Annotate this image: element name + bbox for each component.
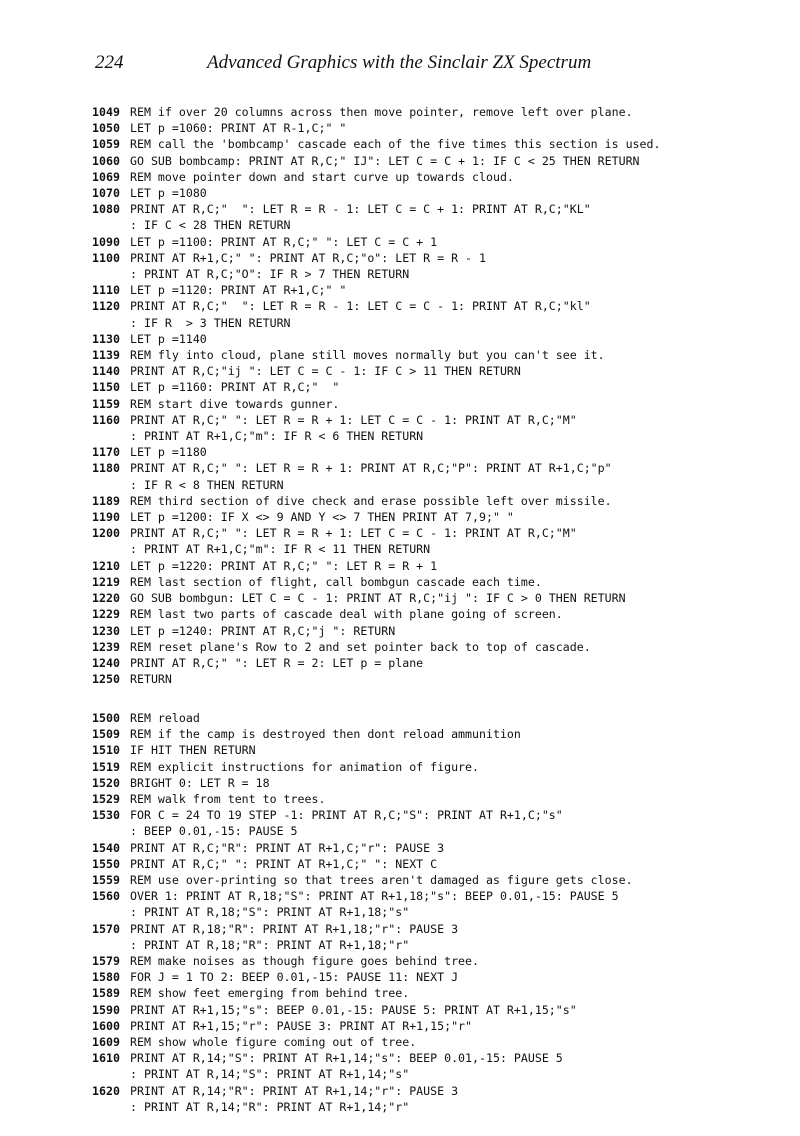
code-line: [92, 298, 792, 314]
line-code: PRINT AT R,14;"S": PRINT AT R+1,14;"s": BEEP 0.01,-15: PAUSE 5: [130, 1051, 563, 1066]
line-number: 1609: [92, 1035, 120, 1050]
line-code: LET p =1200: IF X <> 9 AND Y <> 7 THEN PRINT AT 7,9;" ": [130, 510, 514, 525]
line-code: REM show feet emerging from behind tree.: [130, 986, 410, 1001]
line-code: GO SUB bombcamp: PRINT AT R,C;" IJ": LET C = C + 1: IF C < 25 THEN RETURN: [130, 153, 640, 168]
line-number: 1159: [92, 396, 120, 411]
line-code: REM call the 'bombcamp' cascade each of the five times this section is used.: [130, 137, 661, 152]
line-code: OVER 1: PRINT AT R,18;"S": PRINT AT R+1,18;"s": BEEP 0.01,-15: PAUSE 5: [130, 889, 619, 904]
code-line: [92, 775, 792, 791]
line-code: PRINT AT R,C;" ": PRINT AT R+1,C;" ": NEXT C: [130, 856, 438, 871]
line-number: 1520: [92, 775, 120, 790]
line-number: 1610: [92, 1051, 120, 1066]
line-number: 1139: [92, 348, 120, 363]
code-line: [92, 937, 792, 953]
line-code: PRINT AT R+1,15;"s": BEEP 0.01,-15: PAUSE 5: PRINT AT R+1,15;"s": [130, 1002, 577, 1017]
line-number: [92, 477, 130, 493]
line-number: 1509: [92, 727, 120, 742]
code-line: [92, 136, 792, 152]
code-line: [92, 1099, 792, 1115]
line-code: REM if over 20 columns across then move pointer, remove left over plane.: [130, 105, 633, 119]
code-line: [92, 104, 792, 120]
line-code: FOR C = 24 TO 19 STEP -1: PRINT AT R,C;"S": PRINT AT R+1,C;"s": [130, 808, 563, 823]
line-number: 1130: [92, 331, 120, 346]
line-code: PRINT AT R,14;"R": PRINT AT R+1,14;"r": PAUSE 3: [130, 1083, 459, 1098]
line-number: 1070: [92, 186, 120, 201]
line-number: 1530: [92, 808, 120, 823]
line-code: FOR J = 1 TO 2: BEEP 0.01,-15: PAUSE 11: NEXT J: [130, 970, 459, 985]
line-number: 1229: [92, 607, 120, 622]
code-line: [92, 742, 792, 758]
code-line: [92, 266, 792, 282]
code-line: [92, 363, 792, 379]
code-listing-2: [92, 710, 792, 1115]
line-number: 1080: [92, 202, 120, 217]
line-code: RETURN: [130, 672, 172, 687]
line-code: LET p =1180: [130, 445, 207, 460]
code-line: [92, 315, 792, 331]
line-number: 1250: [92, 672, 120, 687]
code-line: [92, 671, 792, 687]
line-code: LET p =1160: PRINT AT R,C;" ": [130, 380, 340, 395]
line-number: [92, 428, 130, 444]
code-line: [92, 347, 792, 363]
line-code: PRINT AT R,C;" ": LET R = R + 1: LET C = C - 1: PRINT AT R,C;"M": [130, 412, 577, 427]
code-line: [92, 1034, 792, 1050]
code-line: [92, 201, 792, 217]
code-line: [92, 953, 792, 969]
line-number: [92, 1099, 130, 1115]
code-line: [92, 1066, 792, 1082]
line-code: PRINT AT R,C;" ": LET R = R + 1: PRINT AT R,C;"P": PRINT AT R+1,C;"p": [130, 461, 612, 476]
line-number: 1189: [92, 493, 120, 508]
line-number: 1580: [92, 970, 120, 985]
code-line: [92, 606, 792, 622]
line-code: REM explicit instructions for animation of figure.: [130, 759, 480, 774]
line-code: REM reload: [130, 711, 200, 725]
code-line: [92, 1050, 792, 1066]
line-number: 1100: [92, 250, 120, 265]
line-code: REM fly into cloud, plane still moves normally but you can't see it.: [130, 348, 605, 363]
line-number: 1200: [92, 526, 120, 541]
page-number: 224: [95, 52, 124, 73]
code-line: [92, 1083, 792, 1099]
line-code: : BEEP 0.01,-15: PAUSE 5: [130, 824, 298, 839]
line-code: : PRINT AT R,C;"O": IF R > 7 THEN RETURN: [130, 267, 410, 282]
line-code: REM walk from tent to trees.: [130, 792, 326, 807]
line-number: 1180: [92, 461, 120, 476]
code-line: [92, 759, 792, 775]
line-code: LET p =1240: PRINT AT R,C;"j ": RETURN: [130, 623, 396, 638]
code-line: [92, 217, 792, 233]
line-number: 1150: [92, 380, 120, 395]
line-code: : IF R < 8 THEN RETURN: [130, 477, 284, 492]
line-code: BRIGHT 0: LET R = 18: [130, 775, 270, 790]
line-number: 1090: [92, 234, 120, 249]
line-code: REM start dive towards gunner.: [130, 396, 340, 411]
line-code: LET p =1120: PRINT AT R+1,C;" ": [130, 283, 347, 298]
line-code: : IF R > 3 THEN RETURN: [130, 315, 291, 330]
line-number: 1620: [92, 1083, 120, 1098]
line-number: [92, 904, 130, 920]
line-number: 1240: [92, 655, 120, 670]
code-line: [92, 185, 792, 201]
code-line: [92, 331, 792, 347]
line-code: REM third section of dive check and erase possible left over missile.: [130, 493, 612, 508]
code-line: [92, 412, 792, 428]
code-line: [92, 888, 792, 904]
code-line: [92, 1002, 792, 1018]
line-code: LET p =1060: PRINT AT R-1,C;" ": [130, 121, 347, 136]
line-number: 1050: [92, 121, 120, 136]
line-number: 1049: [92, 105, 120, 119]
line-code: LET p =1140: [130, 331, 207, 346]
code-line: [92, 493, 792, 509]
line-code: PRINT AT R,C;" ": LET R = R - 1: LET C = C + 1: PRINT AT R,C;"KL": [130, 202, 591, 217]
code-line: [92, 904, 792, 920]
line-code: REM if the camp is destroyed then dont reload ammunition: [130, 727, 521, 742]
line-code: : PRINT AT R,14;"R": PRINT AT R+1,14;"r": [130, 1099, 410, 1114]
code-line: [92, 282, 792, 298]
code-line: [92, 655, 792, 671]
book-title: Advanced Graphics with the Sinclair ZX Spectrum: [207, 52, 592, 73]
line-number: 1059: [92, 137, 120, 152]
line-number: 1120: [92, 299, 120, 314]
code-line: [92, 509, 792, 525]
line-number: 1519: [92, 759, 120, 774]
line-number: 1110: [92, 283, 120, 298]
line-code: PRINT AT R,18;"R": PRINT AT R+1,18;"r": PAUSE 3: [130, 921, 459, 936]
line-number: 1510: [92, 743, 120, 758]
line-number: 1500: [92, 711, 120, 725]
line-code: PRINT AT R+1,15;"r": PAUSE 3: PRINT AT R+1,15;"r": [130, 1018, 473, 1033]
line-number: 1540: [92, 840, 120, 855]
code-line: [92, 807, 792, 823]
line-number: 1170: [92, 445, 120, 460]
code-line: [92, 477, 792, 493]
line-number: 1559: [92, 873, 120, 888]
code-listing-1: [92, 104, 792, 687]
line-code: : PRINT AT R,18;"R": PRINT AT R+1,18;"r": [130, 937, 410, 952]
code-line: [92, 120, 792, 136]
line-code: : PRINT AT R+1,C;"m": IF R < 6 THEN RETURN: [130, 429, 424, 444]
line-code: LET p =1080: [130, 186, 207, 201]
line-code: : PRINT AT R+1,C;"m": IF R < 11 THEN RETURN: [130, 542, 431, 557]
code-line: [92, 823, 792, 839]
code-line: [92, 590, 792, 606]
code-line: [92, 726, 792, 742]
code-line: [92, 444, 792, 460]
code-line: [92, 639, 792, 655]
line-code: : PRINT AT R,18;"S": PRINT AT R+1,18;"s": [130, 905, 410, 920]
code-line: [92, 969, 792, 985]
code-line: [92, 153, 792, 169]
line-number: 1220: [92, 591, 120, 606]
line-number: 1560: [92, 889, 120, 904]
line-number: 1190: [92, 510, 120, 525]
code-line: [92, 574, 792, 590]
line-code: REM last section of flight, call bombgun cascade each time.: [130, 574, 542, 589]
running-head: [95, 52, 615, 74]
line-number: 1160: [92, 412, 120, 427]
line-code: LET p =1100: PRINT AT R,C;" ": LET C = C + 1: [130, 234, 438, 249]
code-line: [92, 169, 792, 185]
code-line: [92, 921, 792, 937]
line-number: 1600: [92, 1018, 120, 1033]
line-number: 1140: [92, 364, 120, 379]
line-number: 1230: [92, 623, 120, 638]
code-line: [92, 525, 792, 541]
line-number: 1570: [92, 921, 120, 936]
code-line: [92, 428, 792, 444]
line-number: 1529: [92, 792, 120, 807]
line-code: REM reset plane's Row to 2 and set pointer back to top of cascade.: [130, 639, 591, 654]
code-line: [92, 872, 792, 888]
line-number: 1069: [92, 169, 120, 184]
line-code: : IF C < 28 THEN RETURN: [130, 218, 291, 233]
line-number: [92, 1066, 130, 1082]
line-number: 1550: [92, 856, 120, 871]
line-number: 1239: [92, 639, 120, 654]
code-line: [92, 558, 792, 574]
line-code: PRINT AT R,C;" ": LET R = R - 1: LET C = C - 1: PRINT AT R,C;"kl": [130, 299, 591, 314]
line-number: [92, 266, 130, 282]
code-line: [92, 1018, 792, 1034]
line-number: 1589: [92, 986, 120, 1001]
line-code: PRINT AT R+1,C;" ": PRINT AT R,C;"o": LET R = R - 1: [130, 250, 486, 265]
line-code: PRINT AT R,C;"ij ": LET C = C - 1: IF C > 11 THEN RETURN: [130, 364, 521, 379]
code-line: [92, 460, 792, 476]
line-code: GO SUB bombgun: LET C = C - 1: PRINT AT R,C;"ij ": IF C > 0 THEN RETURN: [130, 591, 626, 606]
code-line: [92, 840, 792, 856]
line-code: IF HIT THEN RETURN: [130, 743, 256, 758]
code-line: [92, 250, 792, 266]
code-line: [92, 379, 792, 395]
line-number: 1210: [92, 558, 120, 573]
code-line: [92, 856, 792, 872]
code-line: [92, 623, 792, 639]
line-code: PRINT AT R,C;" ": LET R = 2: LET p = plane: [130, 655, 424, 670]
line-code: REM move pointer down and start curve up towards cloud.: [130, 169, 514, 184]
line-number: [92, 823, 130, 839]
line-code: PRINT AT R,C;" ": LET R = R + 1: LET C = C - 1: PRINT AT R,C;"M": [130, 526, 577, 541]
code-line: [92, 791, 792, 807]
line-code: REM show whole figure coming out of tree.: [130, 1035, 417, 1050]
code-line: [92, 396, 792, 412]
line-number: [92, 315, 130, 331]
line-code: REM last two parts of cascade deal with plane going of screen.: [130, 607, 563, 622]
line-code: LET p =1220: PRINT AT R,C;" ": LET R = R + 1: [130, 558, 438, 573]
line-number: [92, 541, 130, 557]
line-code: REM make noises as though figure goes behind tree.: [130, 954, 480, 969]
line-number: [92, 937, 130, 953]
line-code: PRINT AT R,C;"R": PRINT AT R+1,C;"r": PAUSE 3: [130, 840, 445, 855]
code-line: [92, 710, 792, 726]
line-code: : PRINT AT R,14;"S": PRINT AT R+1,14;"s": [130, 1067, 410, 1082]
line-number: [92, 217, 130, 233]
code-line: [92, 234, 792, 250]
code-line: [92, 541, 792, 557]
line-number: 1060: [92, 153, 120, 168]
line-number: 1579: [92, 954, 120, 969]
line-number: 1219: [92, 574, 120, 589]
line-number: 1590: [92, 1002, 120, 1017]
line-code: REM use over-printing so that trees aren't damaged as figure gets close.: [130, 873, 633, 888]
code-line: [92, 985, 792, 1001]
